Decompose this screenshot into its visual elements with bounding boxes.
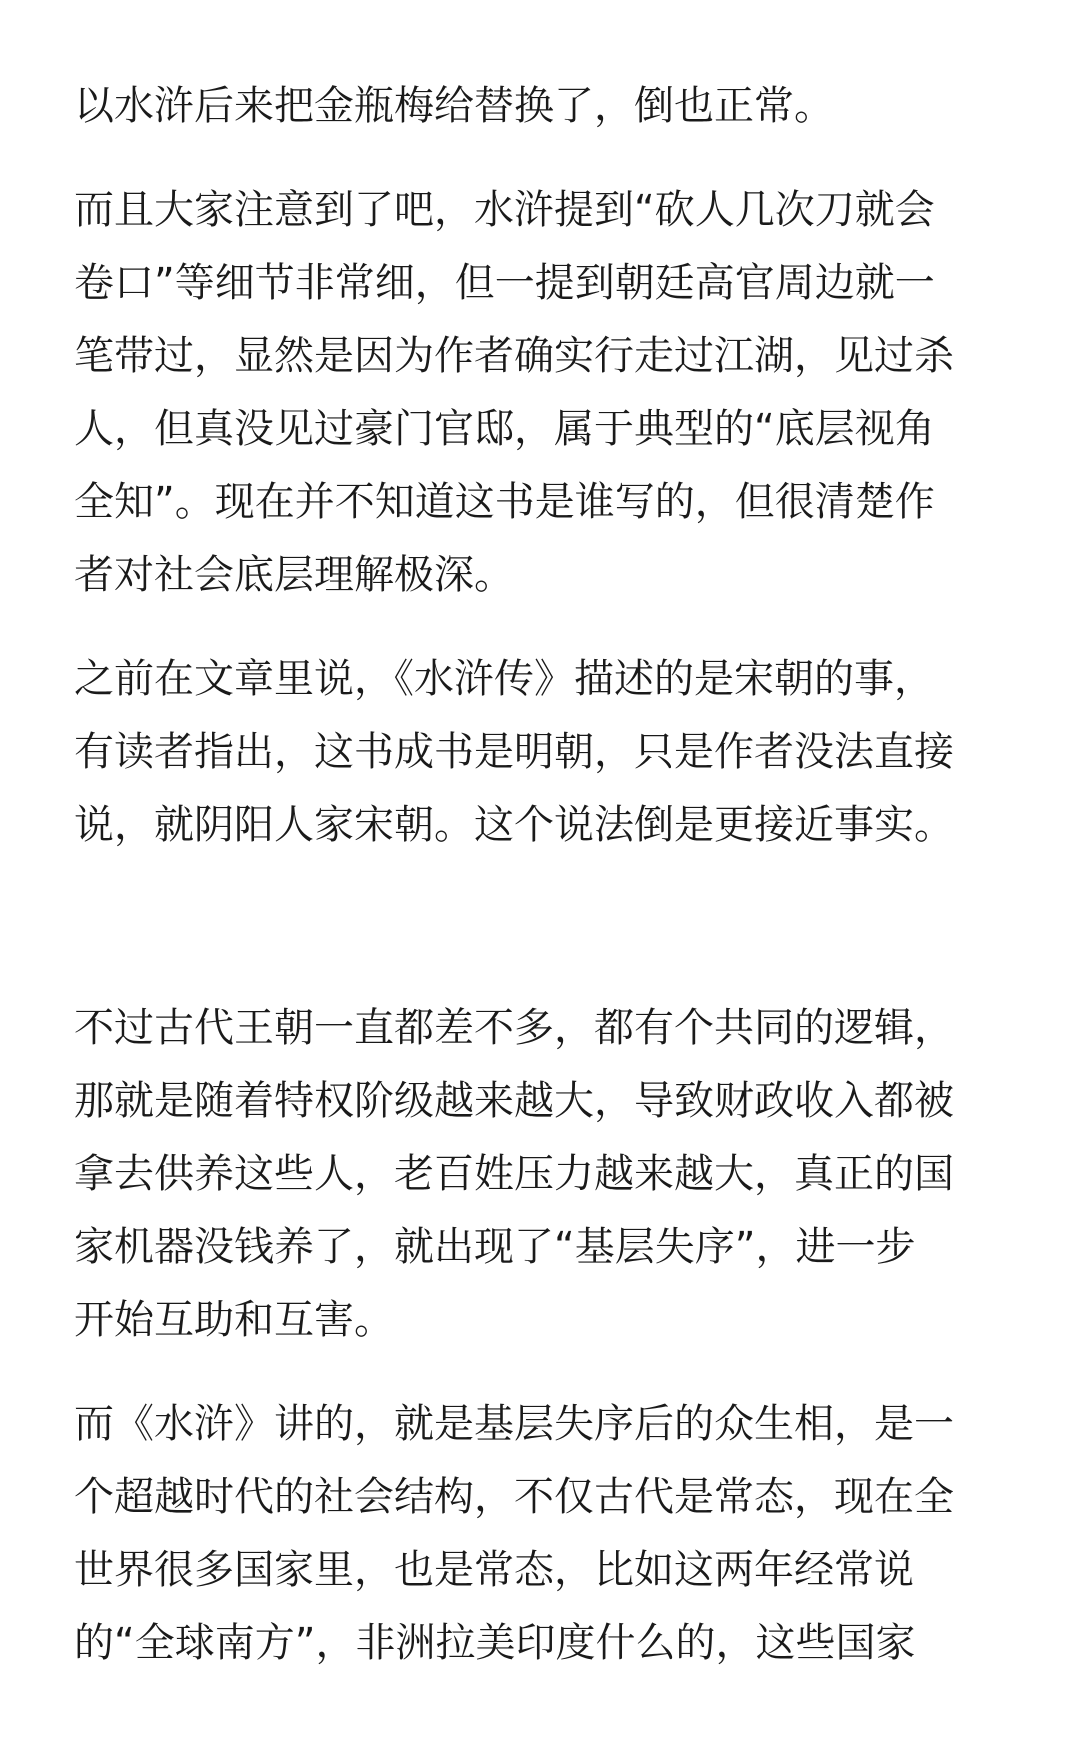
text-line: 开始互助和互害。 bbox=[74, 1297, 394, 1343]
text-line: 之前在文章里说，《水浒传》描述的是宋朝的事， bbox=[74, 656, 934, 702]
paragraph-5 bbox=[74, 1388, 1014, 1680]
text-line: 而且大家注意到了吧，水浒提到“砍人几次刀就会 bbox=[74, 187, 935, 233]
text-line: 有读者指出，这书成书是明朝，只是作者没法直接 bbox=[74, 729, 954, 775]
paragraph-spacer bbox=[74, 1357, 1014, 1388]
text-line: 家机器没钱养了，就出现了“基层失序”，进一步 bbox=[74, 1224, 916, 1270]
paragraph-1 bbox=[74, 70, 1014, 143]
paragraph-2 bbox=[74, 174, 1014, 612]
text-line: 拿去供养这些人，老百姓压力越来越大，真正的国 bbox=[74, 1151, 954, 1197]
paragraph-3 bbox=[74, 643, 1014, 862]
text-line: 而《水浒》讲的，就是基层失序后的众生相，是一 bbox=[74, 1401, 954, 1447]
text-line: 的“全球南方”，非洲拉美印度什么的，这些国家 bbox=[74, 1620, 916, 1666]
article-body bbox=[74, 70, 1014, 1680]
text-line: 笔带过，显然是因为作者确实行走过江湖，见过杀 bbox=[74, 333, 954, 379]
text-line: 世界很多国家里，也是常态，比如这两年经常说 bbox=[74, 1547, 914, 1593]
text-line: 人，但真没见过豪门官邸，属于典型的“底层视角 bbox=[74, 406, 935, 452]
paragraph-4 bbox=[74, 992, 1014, 1357]
text-line: 不过古代王朝一直都差不多，都有个共同的逻辑， bbox=[74, 1005, 954, 1051]
text-line: 者对社会底层理解极深。 bbox=[74, 552, 514, 598]
text-line: 以水浒后来把金瓶梅给替换了，倒也正常。 bbox=[74, 83, 834, 129]
text-line: 说，就阴阳人家宋朝。这个说法倒是更接近事实。 bbox=[74, 802, 954, 848]
text-line: 那就是随着特权阶级越来越大，导致财政收入都被 bbox=[74, 1078, 954, 1124]
text-line: 个超越时代的社会结构，不仅古代是常态，现在全 bbox=[74, 1474, 954, 1520]
text-line: 全知”。现在并不知道这书是谁写的，但很清楚作 bbox=[74, 479, 935, 525]
paragraph-spacer bbox=[74, 612, 1014, 643]
paragraph-spacer bbox=[74, 143, 1014, 174]
text-line: 卷口”等细节非常细，但一提到朝廷高官周边就一 bbox=[74, 260, 935, 306]
paragraph-spacer bbox=[74, 862, 1014, 992]
